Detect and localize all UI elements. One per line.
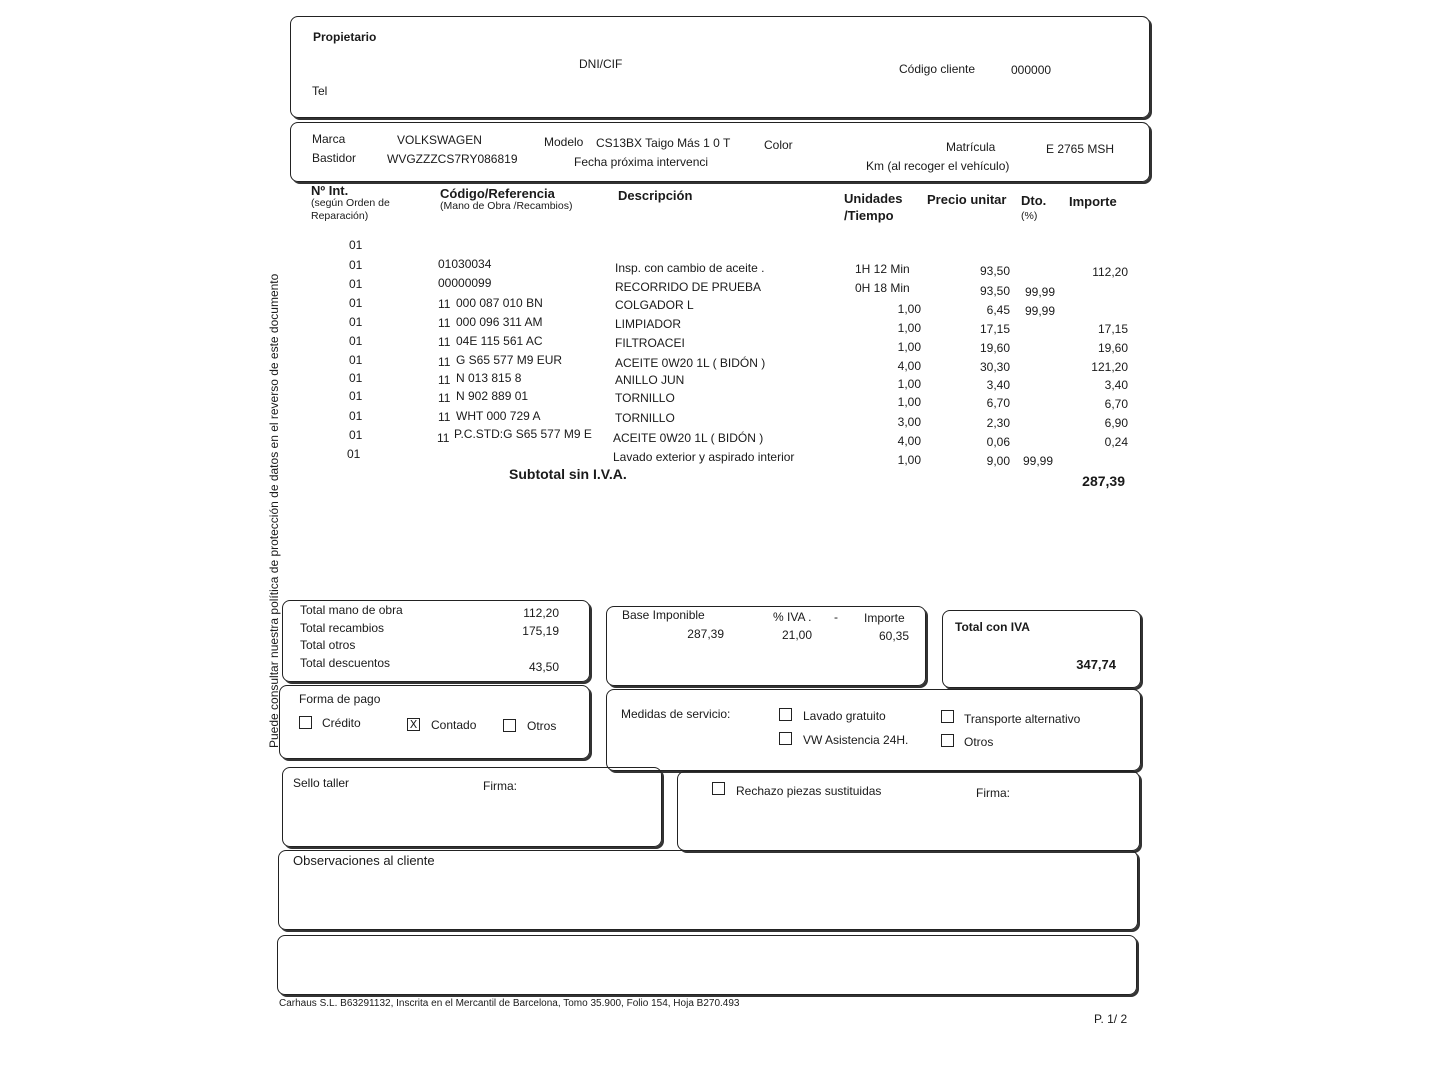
row-desc: LIMPIADOR <box>615 317 682 331</box>
total-descuentos-label: Total descuentos <box>300 656 391 670</box>
rejection-box <box>677 771 1140 851</box>
row-nint: 01 <box>349 238 363 252</box>
header-precio: Precio unitar <box>927 192 1007 207</box>
header-tiempo: /Tiempo <box>844 208 894 223</box>
pago-otros-label: Otros <box>527 719 557 733</box>
rechazo-firma-label: Firma: <box>976 786 1010 800</box>
iva-pct-label: % IVA . <box>773 610 812 624</box>
modelo-value: CS13BX Taigo Más 1 0 T <box>596 136 731 150</box>
row-price: 0,06 <box>986 435 1010 449</box>
row-importe: 17,15 <box>1097 322 1128 336</box>
dni-label: DNI/CIF <box>579 57 623 71</box>
row-nint: 01 <box>349 353 363 367</box>
rechazo-checkbox[interactable] <box>712 782 725 795</box>
row-units: 1,00 <box>897 377 921 391</box>
row-desc: FILTROACEI <box>615 336 685 350</box>
header-importe: Importe <box>1069 194 1117 209</box>
row-desc: ACEITE 0W20 1L ( BIDÓN ) <box>613 431 764 445</box>
row-price: 93,50 <box>979 284 1010 298</box>
total-recambios-value: 175,19 <box>522 624 559 638</box>
row-price: 17,15 <box>979 322 1010 336</box>
total-con-iva-label: Total con IVA <box>955 620 1030 634</box>
credito-label: Crédito <box>322 716 361 730</box>
row-units: 1,00 <box>897 321 921 335</box>
row-units: 1,00 <box>897 340 921 354</box>
owner-label: Propietario <box>313 30 377 44</box>
row-desc: Insp. con cambio de aceite . <box>615 261 765 275</box>
transporte-checkbox[interactable] <box>941 710 954 723</box>
row-price: 6,70 <box>986 396 1010 410</box>
row-dto: 99,99 <box>1025 304 1056 318</box>
base-value: 287,39 <box>687 627 724 641</box>
transporte-label: Transporte alternativo <box>964 712 1081 726</box>
row-pref: 11 <box>438 335 451 349</box>
tel-label: Tel <box>312 84 328 98</box>
base-label: Base Imponible <box>622 608 705 622</box>
row-desc: RECORRIDO DE PRUEBA <box>615 280 762 294</box>
row-nint: 01 <box>349 277 363 291</box>
header-unidades: Unidades <box>844 191 903 206</box>
row-importe: 6,90 <box>1104 416 1128 430</box>
row-nint: 01 <box>349 409 363 423</box>
lavado-checkbox[interactable] <box>779 708 792 721</box>
row-nint: 01 <box>349 428 363 442</box>
row-code: WHT 000 729 A <box>456 409 541 423</box>
total-mano-obra-value: 112,20 <box>523 606 559 620</box>
km-label: Km (al recoger el vehículo) <box>866 159 1010 173</box>
row-units: 1,00 <box>897 302 921 316</box>
row-desc: TORNILLO <box>615 391 675 405</box>
row-code: 04E 115 561 AC <box>456 334 543 348</box>
row-importe: 3,40 <box>1104 378 1128 392</box>
row-nint: 01 <box>349 296 363 310</box>
header-codigo: Código/Referencia <box>440 186 555 201</box>
total-recambios-label: Total recambios <box>300 621 385 635</box>
iva-importe-value: 60,35 <box>878 629 909 643</box>
service-measures-box <box>606 689 1141 771</box>
blank-box <box>277 935 1137 995</box>
row-dto: 99,99 <box>1023 454 1054 468</box>
subtotal-label: Subtotal sin I.V.A. <box>509 466 627 482</box>
total-descuentos-value: 43,50 <box>528 660 559 674</box>
contado-label: Contado <box>431 718 477 732</box>
row-price: 93,50 <box>979 264 1010 278</box>
iva-dash: - <box>834 610 838 624</box>
row-code: 00000099 <box>438 276 492 290</box>
rechazo-label: Rechazo piezas sustituidas <box>736 784 882 798</box>
row-units: 4,00 <box>897 434 921 448</box>
sello-firma-label: Firma: <box>483 779 517 793</box>
row-nint: 01 <box>349 371 363 385</box>
row-code: G S65 577 M9 EUR <box>456 353 563 367</box>
row-units: 4,00 <box>897 359 921 373</box>
row-nint: 01 <box>349 389 363 403</box>
row-pref: 11 <box>438 297 451 311</box>
row-desc: Lavado exterior y aspirado interior <box>613 450 795 464</box>
row-nint: 01 <box>349 258 363 272</box>
color-label: Color <box>764 138 793 152</box>
row-price: 30,30 <box>979 360 1010 374</box>
asistencia-checkbox[interactable] <box>779 732 792 745</box>
iva-pct-value: 21,00 <box>781 628 812 642</box>
matricula-value: E 2765 MSH <box>1046 142 1115 156</box>
header-dto: Dto. <box>1021 193 1047 208</box>
row-nint: 01 <box>349 315 363 329</box>
row-pref: 11 <box>438 410 451 424</box>
header-descripcion: Descripción <box>618 188 693 203</box>
pago-otros-checkbox[interactable] <box>503 719 516 732</box>
privacy-side-note: Puede consultar nuestra política de protección de datos en el reverso de este documento <box>267 273 281 748</box>
row-pref: 11 <box>438 373 451 387</box>
iva-importe-label: Importe <box>864 611 905 625</box>
fecha-label: Fecha próxima intervenci <box>574 155 709 169</box>
row-importe: 121,20 <box>1091 360 1128 374</box>
row-price: 3,40 <box>986 378 1010 392</box>
row-code: N 902 889 01 <box>456 389 529 403</box>
row-price: 19,60 <box>979 341 1010 355</box>
header-nint-sub1: (según Orden de <box>311 197 390 209</box>
row-units: 0H 18 Min <box>855 281 910 295</box>
observaciones-label: Observaciones al cliente <box>293 853 435 868</box>
bastidor-label: Bastidor <box>312 151 357 165</box>
row-code: 01030034 <box>438 257 492 271</box>
row-code: 000 087 010 BN <box>456 296 543 310</box>
client-code-label: Código cliente <box>899 62 976 76</box>
row-code: N 013 815 8 <box>456 371 522 385</box>
sello-label: Sello taller <box>293 776 350 790</box>
matricula-label: Matrícula <box>946 140 996 154</box>
row-dto: 99,99 <box>1025 285 1056 299</box>
row-desc: TORNILLO <box>615 411 675 425</box>
row-units: 1,00 <box>897 395 921 409</box>
marca-value: VOLKSWAGEN <box>397 133 482 147</box>
row-pref: 11 <box>438 355 451 369</box>
row-desc: ANILLO JUN <box>615 373 685 387</box>
payment-label: Forma de pago <box>299 692 381 706</box>
header-codigo-sub: (Mano de Obra /Recambios) <box>440 200 573 212</box>
header-dto-sub: (%) <box>1021 210 1038 222</box>
client-code-value: 000000 <box>1011 63 1052 77</box>
header-nint-sub2: Reparación) <box>311 210 369 222</box>
asistencia-label: VW Asistencia 24H. <box>803 733 909 747</box>
header-nint: Nº Int. <box>311 183 349 198</box>
row-importe: 112,20 <box>1092 265 1128 279</box>
row-nint: 01 <box>347 447 361 461</box>
bastidor-value: WVGZZZCS7RY086819 <box>387 152 518 166</box>
total-con-iva-value: 347,74 <box>1076 657 1116 672</box>
row-units: 1H 12 Min <box>855 262 910 276</box>
row-price: 6,45 <box>986 303 1010 317</box>
row-importe: 6,70 <box>1104 397 1128 411</box>
subtotal-value: 287,39 <box>1082 473 1125 489</box>
marca-label: Marca <box>312 132 346 146</box>
page-number: P. 1/ 2 <box>1094 1012 1128 1026</box>
row-importe: 0,24 <box>1104 435 1128 449</box>
medidas-label: Medidas de servicio: <box>621 707 731 721</box>
modelo-label: Modelo <box>544 135 584 149</box>
row-pref: 11 <box>438 316 451 330</box>
row-price: 2,30 <box>986 416 1010 430</box>
row-units: 3,00 <box>897 415 921 429</box>
row-code: 000 096 311 AM <box>456 315 543 329</box>
lavado-label: Lavado gratuito <box>803 709 886 723</box>
medidas-otros-label: Otros <box>964 735 994 749</box>
row-code: P.C.STD:G S65 577 M9 E <box>454 427 592 441</box>
row-importe: 19,60 <box>1097 341 1128 355</box>
row-pref: 11 <box>437 431 450 445</box>
row-price: 9,00 <box>986 454 1010 468</box>
contado-checkbox[interactable]: X <box>407 718 420 731</box>
row-nint: 01 <box>349 334 363 348</box>
row-pref: 11 <box>438 391 451 405</box>
row-desc: ACEITE 0W20 1L ( BIDÓN ) <box>615 356 766 370</box>
total-mano-obra-label: Total mano de obra <box>300 603 403 617</box>
total-otros-label: Total otros <box>300 638 356 652</box>
credito-checkbox[interactable] <box>299 716 312 729</box>
medidas-otros-checkbox[interactable] <box>941 734 954 747</box>
company-footer: Carhaus S.L. B63291132, Inscrita en el Mercantil de Barcelona, Tomo 35.900, Folio 154, Hoja B270.493 <box>279 998 740 1009</box>
row-desc: COLGADOR L <box>615 298 694 312</box>
row-units: 1,00 <box>897 453 921 467</box>
